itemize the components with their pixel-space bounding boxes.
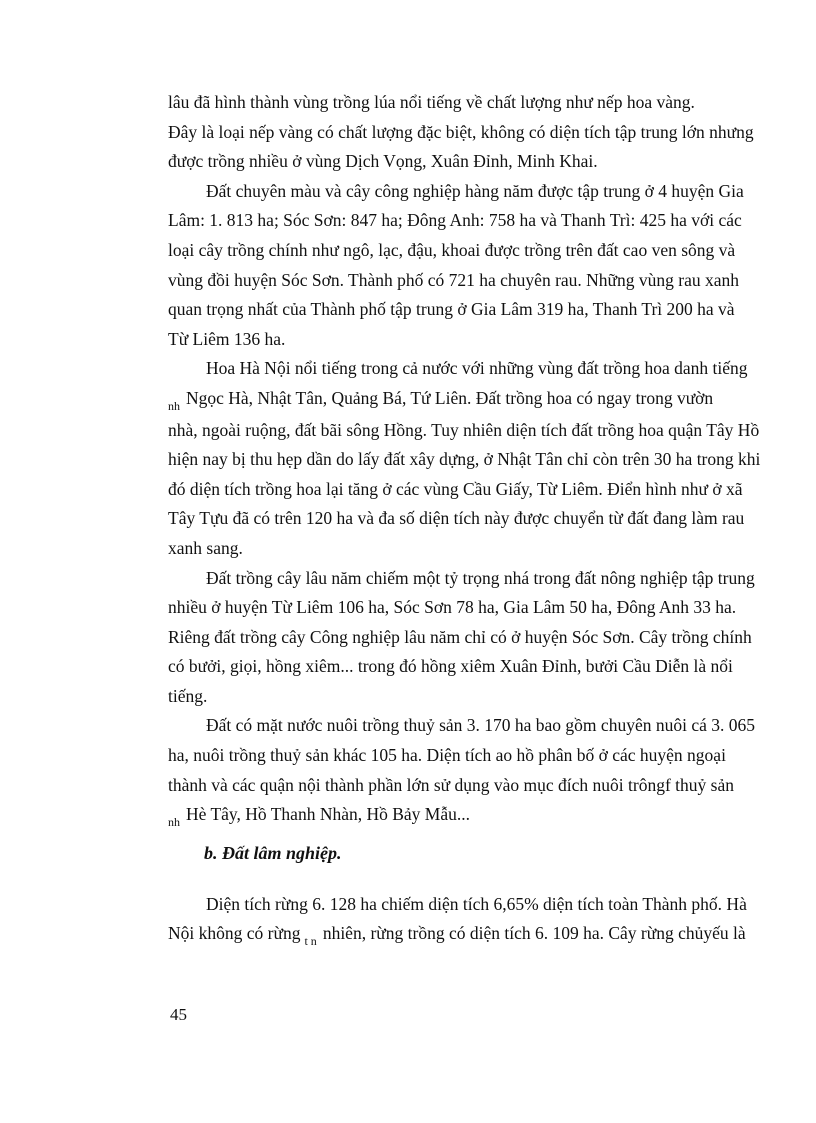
text-fragment: nh xyxy=(168,815,180,830)
text-line: Tây Tựu đã có trên 120 ha và đa số diện tích này được chuyển từ đất đang làm rau xyxy=(168,508,745,529)
text-line: Lâm: 1. 813 ha; Sóc Sơn: 847 ha; Đông Anh: 758 ha và Thanh Trì: 425 ha với các xyxy=(168,210,742,231)
text-line: tiếng. xyxy=(168,685,208,706)
text-line: Hoa Hà Nội nổi tiếng trong cả nước với những vùng đất trồng hoa danh tiếng xyxy=(206,358,748,379)
paragraph-5 xyxy=(168,711,762,831)
text-line: Diện tích rừng 6. 128 ha chiếm diện tích 6,65% diện tích toàn Thành phố. Hà xyxy=(206,893,747,914)
text-line xyxy=(168,384,762,416)
paragraph-1 xyxy=(168,88,762,177)
text-line: nhiều ở huyện Từ Liêm 106 ha, Sóc Sơn 78 ha, Gia Lâm 50 ha, Đông Anh 33 ha. xyxy=(168,597,737,618)
text-line: Đất chuyên màu và cây công nghiệp hàng năm được tập trung ở 4 huyện Gia xyxy=(206,180,744,201)
paragraph-2 xyxy=(168,177,762,355)
text-line: Riêng đất trồng cây Công nghiệp lâu năm chỉ có ở huyện Sóc Sơn. Cây trồng chính xyxy=(168,626,752,647)
text-line: Từ Liêm 136 ha. xyxy=(168,328,286,349)
text-line: vùng đồi huyện Sóc Sơn. Thành phố có 721 ha chuyên rau. Những vùng rau xanh xyxy=(168,269,740,290)
text-line: Đất có mặt nước nuôi trồng thuỷ sản 3. 170 ha bao gồm chuyên nuôi cá 3. 065 xyxy=(206,715,755,736)
text-line: loại cây trồng chính như ngô, lạc, đậu, khoai được trồng trên đất cao ven sông và xyxy=(168,239,736,260)
paragraph-6 xyxy=(168,890,762,951)
text-line-start: Nội không có rừng xyxy=(168,923,301,944)
text-fragment: nh xyxy=(168,398,180,413)
text-line xyxy=(168,800,762,832)
text-line: xanh sang. xyxy=(168,537,243,558)
text-line: ha, nuôi trồng thuỷ sản khác 105 ha. Diện tích ao hồ phân bố ở các huyện ngoại xyxy=(168,745,726,766)
text-line: được trồng nhiều ở vùng Dịch Vọng, Xuân Đỉnh, Minh Khai. xyxy=(168,151,598,172)
text-line-end: nhiên, rừng trồng có diện tích 6. 109 ha. Cây rừng chủyếu là xyxy=(322,923,746,944)
text-line: lâu đã hình thành vùng trồng lúa nổi tiếng về chất lượng như nếp hoa vàng. xyxy=(168,92,695,112)
text-line-body: Hè Tây, Hồ Thanh Nhàn, Hồ Bảy Mẫu... xyxy=(186,804,470,825)
text-line: Đất trồng cây lâu năm chiếm một tỷ trọng nhá trong đất nông nghiệp tập trung xyxy=(206,567,755,588)
paragraph-4 xyxy=(168,564,762,712)
text-line-body: Ngọc Hà, Nhật Tân, Quảng Bá, Tứ Liên. Đất trồng hoa có ngay trong vườn xyxy=(186,387,714,408)
document-page xyxy=(168,88,762,951)
text-line: Đây là loại nếp vàng có chất lượng đặc biệt, không có diện tích tập trung lớn nhưng xyxy=(168,121,754,142)
text-line: thành và các quận nội thành phần lớn sử dụng vào mục đích nuôi trôngf thuỷ sản xyxy=(168,774,734,795)
text-line: quan trọng nhất của Thành phố tập trung ở Gia Lâm 319 ha, Thanh Trì 200 ha và xyxy=(168,299,735,320)
page-number: 45 xyxy=(170,1005,187,1024)
text-line: nhà, ngoài ruộng, đất bãi sông Hồng. Tuy nhiên diện tích đất trồng hoa quận Tây Hồ xyxy=(168,419,760,440)
text-line: có bưởi, giọi, hồng xiêm... trong đó hồng xiêm Xuân Đỉnh, bưởi Cầu Diễn là nổi xyxy=(168,656,733,677)
text-line xyxy=(168,919,762,951)
text-line: hiện nay bị thu hẹp dần do lấy đất xây dựng, ở Nhật Tân chỉ còn trên 30 ha trong khi xyxy=(168,449,761,470)
text-fragment: t n xyxy=(304,934,317,949)
section-heading: b. Đất lâm nghiệp. xyxy=(204,842,342,863)
text-line: đó diện tích trồng hoa lại tăng ở các vùng Cầu Giấy, Từ Liêm. Điển hình như ở xã xyxy=(168,478,743,499)
paragraph-3 xyxy=(168,354,762,563)
